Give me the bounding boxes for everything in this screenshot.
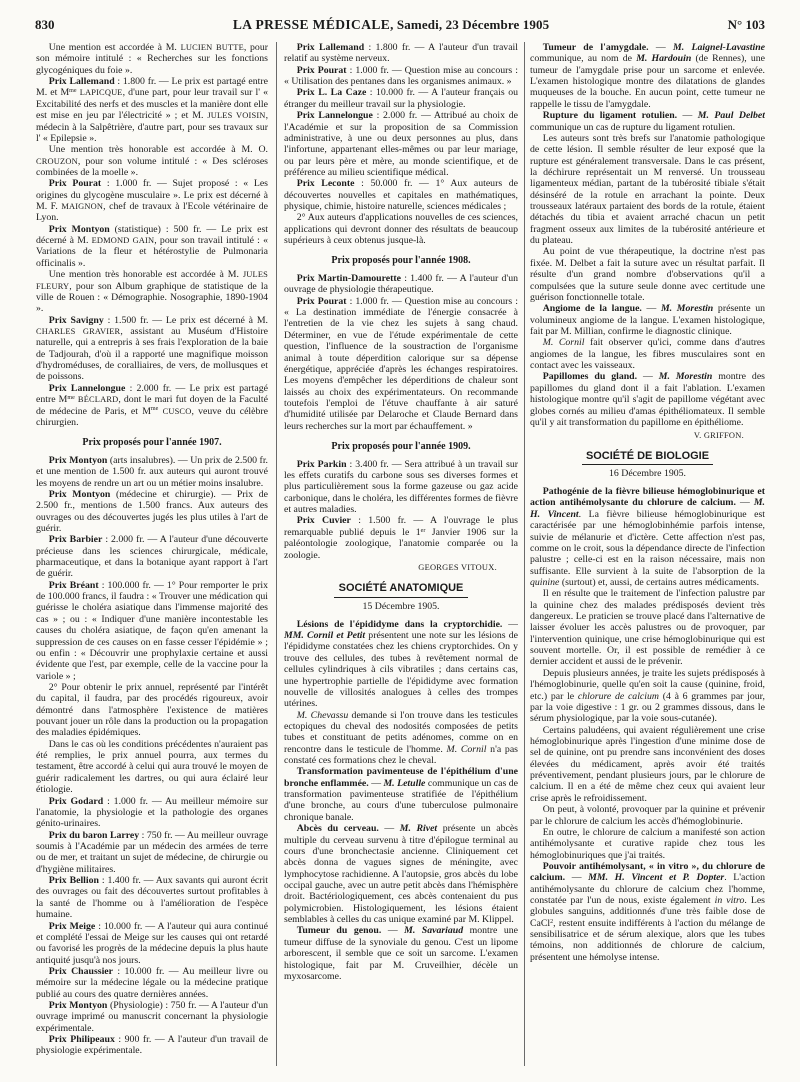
text-run: — (641, 303, 661, 315)
article-paragraph (530, 303, 765, 337)
text-run: n'a pas constaté ces formations chez le cheval. (284, 743, 518, 767)
bold-lead: Angiome de la langue. (542, 303, 642, 315)
article-paragraph (36, 489, 268, 534)
bold-lead: Prix Bellion (48, 875, 99, 887)
text-run: : 10.000 fr. — A l'auteur français ou étranger du meilleur travail sur la physiologie. (284, 87, 518, 110)
article-paragraph (36, 966, 268, 1000)
text-run: , restent ensuite indifférents à l'action du mélange de sensibilisatrice et de sérum alexique, alors que les tubes témoins, non additionnés de chlorure de calcium, présentent une hémolyse intense. (530, 917, 765, 963)
article-paragraph (36, 1034, 268, 1057)
article-paragraph (284, 823, 518, 925)
text-run: Dans le cas où les conditions précédentes n'auraient pas été remplies, le prix annuel pourra, aux termes du testament, être accordé à celui qui aura trouvé le moyen de guérir radicalement les dartres, ou qui aura éclairé leur étiologie. (36, 738, 268, 796)
society-heading: SOCIÉTÉ DE BIOLOGIE (582, 450, 714, 465)
article-paragraph (284, 42, 518, 65)
column-3 (530, 42, 765, 1068)
article-paragraph (530, 246, 765, 303)
small-caps-name: MAIGNON (61, 201, 104, 212)
small-caps-name: CHARLES GRAVIER (36, 325, 121, 336)
text-run: Une mention très honorable est accordée à M. O. (48, 144, 268, 156)
article-paragraph (530, 337, 765, 371)
text-run: — (381, 925, 405, 937)
text-run: Janvier 1906 sur la paléontologie zoologique, l'anatomie comparée ou la zoologie. (284, 526, 518, 561)
bold-lead: Prix du baron Larrey (48, 829, 140, 841)
author-name: M. Paul Delbet (697, 110, 765, 122)
text-run: Une mention est accordée à M. (48, 42, 181, 53)
text-run: : 3.400 fr. — Sera attribué à un travail sur les effets curatifs du carbone sous ses diverses formes et plus particulièrement sous la forme gazeuse ou gaz acide carbonique, dans le choléra, les différentes formes de fièvre et autres maladies. (284, 458, 518, 516)
article-paragraph (530, 371, 765, 428)
small-caps-name: BÉCLARD (77, 394, 119, 405)
bold-lead: Abcès du cerveau. (296, 823, 379, 835)
text-run: : 1.500 fr. — Le prix est décerné à M. (103, 314, 268, 326)
bold-lead: Prix Barbier (48, 534, 103, 546)
text-run: — (368, 777, 384, 789)
italic-name: in vitro (714, 895, 745, 907)
text-run: (4 à 6 grammes par jour, par la voie digestive : 1 gr. ou 2 grammes dissous, dans le sérum physiologique, par la voie sous-cutanée). (530, 690, 765, 725)
article-paragraph (36, 534, 268, 579)
article-paragraph (530, 668, 765, 725)
article-paragraph (530, 110, 765, 133)
article-paragraph (36, 455, 268, 489)
article-paragraph (36, 315, 268, 383)
article-paragraph (36, 580, 268, 682)
author-signature: V. GRIFFON. (693, 429, 744, 440)
superscript: me (150, 406, 159, 413)
author-name: M. Laignel-Lavastine (673, 42, 765, 53)
text-run: Les auteurs sont très brefs sur l'anatomie pathologique de cette lésion. Il semble résulter de leur exposé que la rupture est généralement transversale. Dans le cas présent, la déchirure représentait un M renversé. Un trousseau ligamenteux médian, partant de la tubérosité tibiale s'était désinséré de la rotule en arrachant la pointe. Deux trousseaux latéraux partaient des bords de la rotule, étaient détachés du tibia et avaient arraché chacun un petit fragment osseux aux limites de la tubérosité antérieure et du plateau. (530, 132, 765, 247)
article-paragraph (36, 224, 268, 269)
superscript: 2 (550, 918, 554, 925)
page-header (35, 17, 765, 39)
text-run: : 1.400 fr. — Aux savants qui auront écrit des ouvrages ou fait des découvertes surtout profitables à la santé de l'homme ou à l'amélioration de l'espèce humaine. (36, 875, 268, 921)
bold-lead: Prix Philipeaux (48, 1034, 115, 1046)
text-run: (arts insalubres). — Un prix de 2.500 fr. et une mention de 1.500 fr. aux auteurs qui auront trouvé les moyens de rendre un art ou un métier moins insalubre. (36, 454, 268, 489)
text-run: : 750 fr. — Au meilleur ouvrage soumis à l'Académie par un médecin des armées de terre ou de mer, et traitant un sujet de médecine, de chirurgie ou d'hygiène militaires. (36, 829, 268, 875)
text-run: présente un abcès multiple du cerveau survenu à titre d'épilogue terminal au cours d'une bronchectasie ancienne. Cliniquement cet abcès donna de vagues signes de méningite, avec lymphocytose rachidienne. A l'autopsie, gros abcès du lobe occipal gauche, avec un autre petit abcès dans l'hémisphère droit. Bactériologiquement, ces abcès contenaient du pus polymicrobien. Histologiquement, les lésions étaient semblables à celles du cas unique examiné par M. Klippel. (284, 823, 518, 926)
article-paragraph (36, 178, 268, 223)
column-divider (524, 42, 525, 1066)
text-run: — (378, 823, 400, 835)
text-run: : 50.000 fr. — 1° Aux auteurs de découvertes nouvelles et capitales en mathématiques, physique, chimie, histoire naturelle, sciences médicales ; (284, 178, 518, 213)
text-run: , pour son volume intitulé : « Des scléroses combinées de la moelle ». (36, 155, 268, 178)
text-run: communique un cas de rupture du ligament rotulien. (530, 121, 736, 133)
author-name: M. H. Vincent (530, 497, 765, 520)
page-number: 830 (35, 17, 55, 32)
bold-lead: Prix Montyon (48, 454, 108, 466)
article-paragraph (284, 87, 518, 110)
issue-date: , Samedi, 23 Décembre 1905 (390, 17, 550, 32)
author-name: M. Morestin (660, 303, 714, 315)
bold-lead: Lésions de l'épididyme dans la cryptorchidie. (296, 618, 503, 630)
text-run: . La fièvre bilieuse hémoglobinurique est caractérisée par une hémoglobinhémie parfois intense, suivie de mélanurie et d'ictère. Cette affection n'est pas, comme on le croit, sous la dépendance directe de l'infection palustre ; celle-ci est en la raison nécessaire, mais non suffisante. Elle survient à la suite de l'absorption de la (530, 508, 765, 577)
article-paragraph (284, 178, 518, 212)
text-run: : 1.000 fr. — Au meilleur mémoire sur l'anatomie, la physiologie et la pathologie des organes génito-urinaires. (36, 795, 268, 830)
small-caps-name: LAPICQUE (79, 87, 123, 98)
small-caps-name: JULES FLEURY (36, 269, 268, 291)
article-paragraph (284, 710, 518, 767)
article-paragraph (36, 739, 268, 796)
text-run: — (648, 42, 674, 53)
text-run: . Les globules sanguins, additionnés d'une très faible dose de CaCl (530, 895, 765, 929)
text-run: (médecine et chirurgie). — Prix de 2.500 fr., mentions de 1.500 francs. Aux auteurs des ouvrages ou des découvertes jugés les plus utiles à l'art de guérir. (36, 488, 268, 534)
article-columns (35, 42, 766, 1068)
prize-year-heading: Prix proposés pour l'année 1909. (331, 441, 471, 453)
text-run: , dont le mari fut doyen de la Faculté de médecine de Paris, et M (36, 394, 268, 417)
italic-name: chlorure de calcium (577, 690, 659, 702)
text-run: , veuve du célèbre chirurgien. (36, 405, 268, 428)
text-run: (de Rennes), une tumeur de l'amygdale prise pour un sarcome et enlevée. L'examen histologique montre des dilatations de glandes muqueuses de la bouche. En aucun point, cette tumeur ne rappelle le tissu de l'amygdale. (530, 53, 765, 110)
text-run: , pour son Album graphique de statistique de la ville de Rouen : « Démographie. Nosographie, 1890-1904 ». (36, 280, 268, 315)
prize-year-heading: Prix proposés pour l'année 1908. (331, 255, 471, 267)
text-run: , assistant au Muséum d'Histoire naturelle, qui a entrepris à ses frais l'exploration de la baie de Tadjourah, d'où il a rapporté une magnifique moisson d'hydroméduses, de coralliaires, de vers, de mollusques et de poissons. (36, 325, 268, 383)
article-paragraph (530, 42, 765, 110)
text-run: (Physiologie) : 750 fr. — A l'auteur d'un ouvrage imprimé ou manuscrit concernant la physiologie expérimentale. (36, 1000, 268, 1034)
bold-lead: Prix Martin-Damourette (296, 273, 401, 285)
article-paragraph (36, 42, 268, 76)
text-run: — (735, 497, 754, 509)
article-paragraph (36, 796, 268, 830)
text-run: 2° Aux auteurs d'applications nouvelles de ces sciences, applications qui devront donner des résultats de beaucoup supérieurs à ceux obtenus jusque-là. (284, 212, 518, 247)
article-paragraph (284, 273, 518, 296)
bold-lead: Prix Montyon (48, 1000, 108, 1012)
bold-lead: Prix Pourat (296, 295, 347, 307)
article-paragraph (284, 766, 518, 823)
text-run: présente un volumineux angiome de la langue. L'examen histologique, fait par M. Millian, confirme le diagnostic clinique. (530, 303, 765, 337)
author-name: M. Morestin (658, 371, 713, 383)
author-name: M. Hardouin (636, 53, 692, 65)
bold-lead: Prix Cuvier (296, 515, 351, 527)
article-paragraph (36, 144, 268, 178)
text-run: fait observer qu'ici, comme dans d'autres angiomes de la langue, les fibres musculaires sont en contact avec les vaisseaux. (530, 337, 765, 372)
small-caps-name: CUSCO (162, 405, 192, 416)
text-run: — (565, 872, 589, 884)
bold-lead: Rupture du ligament rotulien. (542, 110, 678, 122)
bold-lead: Prix L. La Caze (296, 87, 367, 99)
article-paragraph (36, 383, 268, 428)
bold-lead: Prix Bréant (48, 579, 99, 591)
text-run: communique, au nom de (530, 53, 637, 65)
text-run: — (502, 618, 518, 630)
bold-lead: Pouvoir antihémolysant, « in vitro », du chlorure de calcium. (530, 860, 765, 884)
text-run: Depuis plusieurs années, je traite les sujets prédisposés à l'hémoglobinurie, quelle qu'en soit la cause (quinine, froid, etc.) par le (530, 667, 765, 702)
text-run: Une mention très honorable est accordée à M. (48, 269, 243, 281)
text-run: : 100.000 fr. — 1° Pour remporter le prix de 100.000 francs, il faudra : « Trouver une médication qui guérisse le choléra asiatique dans l'immense majorité des cas » ; ou : « Indiquer d'une manière incontestable les causes du choléra asiatique, de façon qu'en amenant la suppression de ces causes on en fasse cesser l'épidémie » ; ou enfin : « Découvrir une prophylaxie certaine et aussi évidente que l'est, par exemple, celle de la vaccine pour la variole » ; (36, 579, 268, 682)
column-1 (36, 42, 268, 1068)
italic-name: M. Cornil (542, 337, 585, 349)
small-caps-name: JULES VOISIN (207, 110, 266, 121)
italic-name: M. Cornil (446, 743, 487, 755)
superscript: me (67, 395, 75, 402)
text-run: : 10.000 fr. — Au meilleur livre ou mémoire sur la médecine légale ou la médecine pratique publié au cours des quatre dernières années. (36, 965, 268, 1000)
text-run: : 10.000 fr. — A l'auteur qui aura continué et complété l'essai de Meige sur les causes qui ont retardé ou favorisé les progrès de la médecine depuis la plus haute antiquité jusqu'à nos jours. (36, 920, 268, 966)
text-run: (statistique) : 500 fr. — Le prix est décerné à M. (36, 223, 268, 247)
article-paragraph (530, 486, 765, 588)
small-caps-name: EDMOND GAIN (91, 235, 155, 246)
bold-lead: Prix Parkin (296, 458, 347, 470)
text-run: : 2.000 fr. — Le prix est partagé entre M (36, 382, 268, 406)
prize-year-heading: Prix proposés pour l'année 1907. (82, 437, 222, 449)
article-paragraph (530, 588, 765, 668)
text-run: : 1.400 fr. — A l'auteur d'un ouvrage de physiologie thérapeutique. (284, 273, 518, 296)
bold-lead: Prix Lannelongue (296, 110, 373, 122)
text-run: 2° Pour obtenir le prix annuel, représenté par l'intérêt du capital, il faudra, par des procédés rigoureux, avoir démontré dans l'atmosphère l'existence de matières pouvant jouer un rôle dans la production ou la propagation des maladies épidémiques. (36, 681, 268, 739)
issue-number: N° 103 (727, 17, 765, 32)
text-run: En outre, le chlorure de calcium a manifesté son action antihémolysante et curative rapide chez tous les hémoglobinuriques que j'ai traités. (530, 826, 765, 861)
bold-lead: Prix Lallemand (296, 42, 365, 53)
article-paragraph (284, 925, 518, 982)
bold-lead: Papillomes du gland. (542, 371, 638, 383)
text-run: : 2.000 fr. — A l'auteur d'une découverte précieuse dans les sciences chirurgicale, médicale, pharmaceutique, et dans la botanique ayant rapport à l'art de guérir. (36, 534, 268, 580)
text-run: : 1.800 fr. — Le prix est partagé entre M. et M (36, 76, 268, 99)
superscript: me (69, 88, 77, 95)
article-paragraph (36, 921, 268, 966)
small-caps-name: CROUZON (36, 155, 78, 166)
bold-lead: Prix Lallemand (48, 76, 115, 88)
article-paragraph (36, 76, 268, 144)
bold-lead: Prix Montyon (48, 488, 111, 500)
italic-name: quinine (530, 576, 560, 588)
article-paragraph (36, 875, 268, 920)
article-paragraph (530, 861, 765, 963)
bold-lead: Prix Pourat (48, 178, 102, 190)
text-run: présentent une note sur les lésions de l'épididyme constatées chez les chiens cryptorchides. On y trouve des cellules, des tubes à revêtement normal de cellules cylindriques à cils vibratiles ; dans certains cas, une hypertrophie partielle de l'épididyme avec formation nouvelle de villosités analogues à celles des trompes utérines. (284, 630, 518, 710)
bold-lead: Pathogénie de la fièvre bilieuse hémoglobinurique et action antihémolysante du chlorure de calcium. (530, 486, 765, 509)
bold-lead: Prix Montyon (48, 223, 110, 235)
author-signature: GEORGES VITOUX. (418, 562, 497, 573)
text-run: : 1.000 fr. — Sujet proposé : « Les origines du glycogène musculaire ». Le prix est décerné à M. F. (36, 178, 268, 213)
article-paragraph (284, 515, 518, 560)
small-caps-name: LUCIEN BUTTE (180, 42, 244, 52)
article-paragraph (284, 296, 518, 432)
article-paragraph (36, 1000, 268, 1034)
text-run: demande si l'on trouve dans les testicules ectopiques du cheval des nodosités composées de petits tubes et constituant de petits adénomes, comme on en rencontre dans le testicule de l'homme. (284, 709, 518, 755)
column-2 (284, 42, 518, 1068)
column-divider (276, 42, 277, 1066)
text-run: : 900 fr. — A l'auteur d'un travail de physiologie expérimentale. (36, 1034, 268, 1057)
text-run: : 2.000 fr. — Attribué au choix de l'Académie et sur la proposition de sa Commission administrative, à une ou deux personnes au plus, dans l'infortune, appartenant elles-mêmes ou par leur mariage, ou par leurs père et mère, au monde scientifique, et de préférence au milieu scientifique médical. (284, 110, 518, 178)
bold-lead: Transformation pavimenteuse de l'épithélium d'une bronche enflammée. (284, 766, 518, 789)
article-paragraph (284, 619, 518, 710)
bold-lead: Prix Godard (48, 795, 104, 807)
text-run: (surtout) et, aussi, de certains autres médicaments. (559, 576, 760, 588)
text-run: , pour son mémoire intitulé : « Recherches sur les fonctions glycogéniques du foie ». (36, 42, 268, 76)
text-run: Au point de vue thérapeutique, la doctrine n'est pas fixée. M. Delbet a fait la suture avec un résultat parfait. Il résulte d'un grand nombre d'observations qu'il a compulsées que la suture seule donne avec certitude une guérison fonctionnelle totale. (530, 246, 765, 303)
text-run: On peut, à volonté, provoquer par la quinine et prévenir par le chlorure de calcium les accès d'hémoglobinurie. (530, 804, 765, 827)
article-paragraph (284, 110, 518, 178)
text-run: Il en résulte que le traitement de l'infection palustre par la quinine chez des malades prédisposés devient très dangereux. Le praticien se trouve placé dans l'alternative de laisser évoluer les accès palustres ou de provoquer, par l'intervention quinique, une crise hémoglobinurique qui est souvent mortelle. Or, il est possible de remédier à ce dernier accident et aussi de le prévenir. (530, 588, 765, 668)
society-heading: SOCIÉTÉ ANATOMIQUE (334, 582, 467, 597)
text-run: montre des papillomes du gland dont il a fait l'ablation. L'examen histologique montre qu'il s'agit de papillome végétant avec globes cornés au milieu d'amas épithéliomateux. Il semble qu'il y ait transformation du papillome en épithéliome. (530, 371, 765, 428)
newspaper-title (233, 17, 549, 33)
text-run: — (637, 371, 659, 383)
bold-lead: Prix Leconte (296, 178, 355, 190)
text-run: , médecin à la Salpêtrière, d'autre part, pour ses travaux sur l' « Epilepsie ». (36, 110, 268, 144)
bold-lead: Prix Lannelongue (48, 382, 126, 394)
bold-lead: Prix Pourat (296, 64, 347, 76)
article-paragraph (36, 830, 268, 875)
article-paragraph (284, 212, 518, 246)
author-name: M. Letulle (383, 777, 426, 789)
bold-lead: Prix Savigny (48, 314, 104, 326)
text-run: : 1.000 fr. — Question mise au concours : « Utilisation des pentanes dans les organismes animaux. » (284, 64, 518, 88)
article-paragraph (530, 827, 765, 861)
session-date: 15 Décembre 1905. (362, 600, 440, 612)
text-run: : 1.000 fr. — Question mise au concours : « La destination immédiate de l'énergie consacrée à l'entretien de la vie chez les sujets à sang chaud. Déterminer, en vue de l'étude expérimentale de cette question, l'influence de la soustraction de l'organisme animal à toute déperdition calorique sur sa dépense énergétique, appréciée d'après les échanges respiratoires. Les moyens d'empêcher les déperditions de chaleur sont laissés au choix des expérimentateurs. On recommande toutefois l'emploi de l'étuve chauffante à air saturé d'humidité utilisée par Delaroche et Claude Bernard dans leurs recherches sur la mort par échauffement. » (284, 295, 518, 432)
article-paragraph (530, 804, 765, 827)
article-paragraph (530, 725, 765, 805)
text-run: communique un cas de transformation pavimenteuse stratifiée de l'épithélium d'une bronche, au cours d'une tuberculose pulmonaire chronique banale. (284, 777, 518, 823)
author-name: MM. H. Vincent et P. Dopter (588, 872, 725, 884)
text-run: , chef de travaux à l'Ecole vétérinaire de Lyon. (36, 201, 268, 224)
text-run: : 1.800 fr. — A l'auteur d'un travail relatif au système nerveux. (284, 42, 518, 65)
text-run: Certains paludéens, qui avaient régulièrement une crise hémoglobinurique après l'ingestion d'une minime dose de sel de quinine, ont pu prendre sans inconvénient des doses élevées du médicament, après avoir été traités préventivement, pendant plusieurs jours, par le chlorure de calcium. Il en a été de même chez ceux qui avaient leur crise après le refroidissement. (530, 724, 765, 804)
article-paragraph (36, 682, 268, 739)
author-name: M. Savariaud (404, 925, 464, 937)
italic-name: M. Chevassu (296, 709, 349, 721)
masthead: LA PRESSE MÉDICALE (232, 17, 391, 32)
article-paragraph (284, 459, 518, 516)
text-run: — (677, 110, 698, 122)
text-run: . L'action antihémolysante du chlorure de calcium chez l'homme, constatée par l'un de nous, existe également (530, 872, 765, 907)
superscript: er (420, 527, 426, 534)
author-name: M. Rivet (399, 823, 438, 835)
text-run: montre une tumeur diffuse de la synoviale du genou. C'est un lipome arborescent, il semble que ce soit un sarcome. L'examen histologique, fait par M. Cruveilhier, décèle un myxosarcome. (284, 925, 518, 982)
text-run: : 1.500 fr. — A l'ouvrage le plus remarquable publié depuis le 1 (284, 515, 518, 538)
bold-lead: Tumeur de l'amygdale. (542, 42, 649, 53)
article-paragraph (36, 269, 268, 314)
text-run: , pour son travail intitulé : « Variations de la fleur et hétérostylie de Pulmonaria officinalis ». (36, 235, 268, 269)
bold-lead: Tumeur du genou. (296, 925, 382, 937)
bold-lead: Prix Meige (48, 920, 96, 932)
author-name: MM. Cornil et Petit (284, 630, 366, 642)
session-date: 16 Décembre 1905. (609, 467, 686, 479)
bold-lead: Prix Chaussier (48, 965, 114, 977)
article-paragraph (530, 133, 765, 247)
article-paragraph (284, 65, 518, 88)
text-run: , d'une part, pour leur travail sur l' « Excitabilité des nerfs et des muscles et la manière dont elle est mise en jeu par l'électricité » ; et M. (36, 87, 268, 122)
